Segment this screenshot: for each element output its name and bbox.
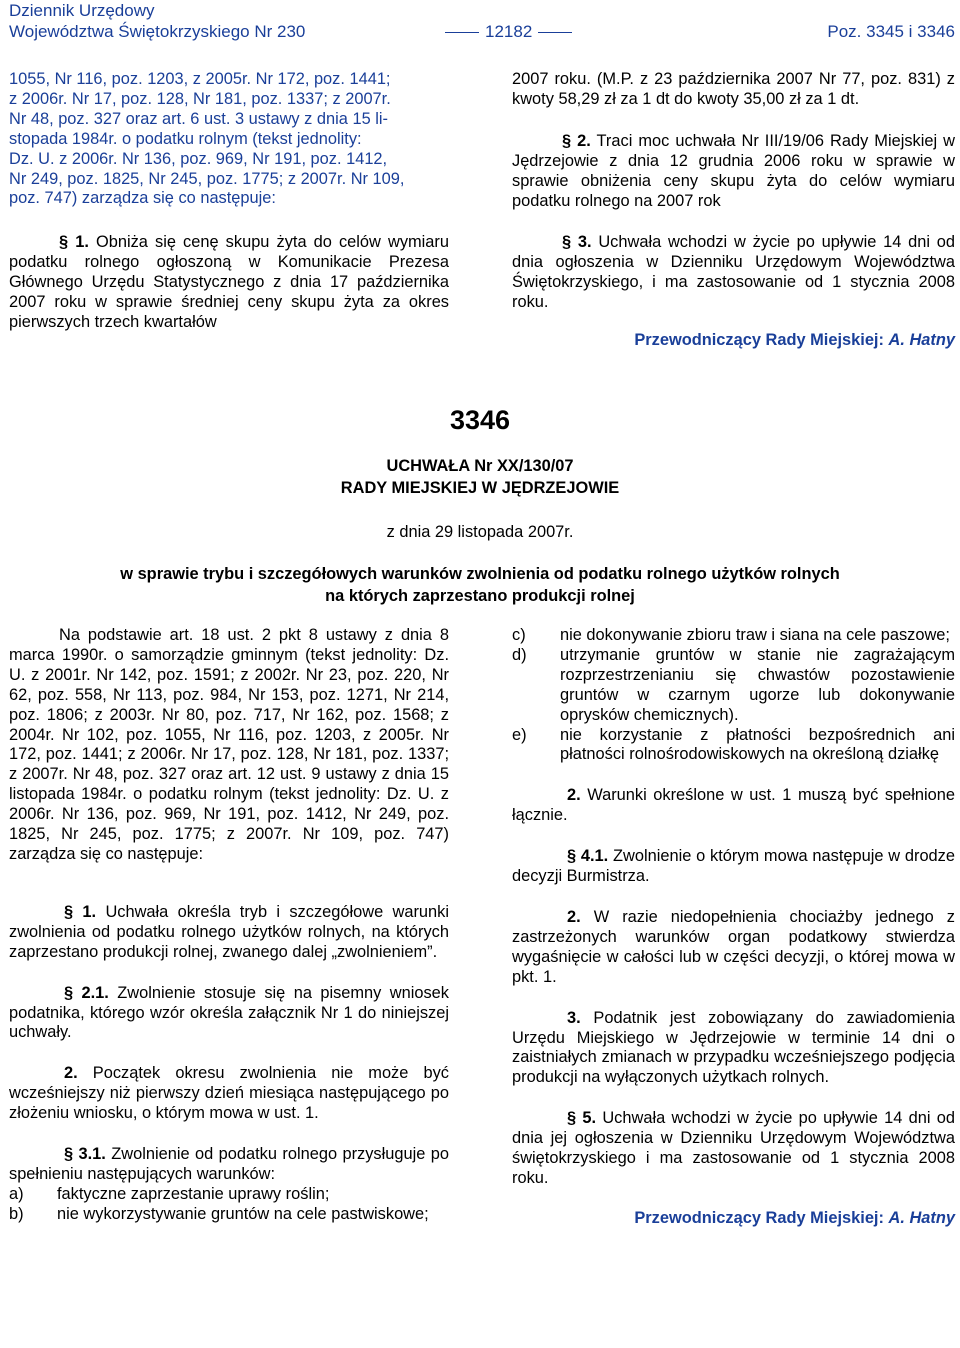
prev-basis-line: stopada 1984r. o podatku rolnym (tekst jednolity: [9,129,362,148]
section-mark: 2. [64,1064,78,1083]
paragraph-5 [512,1109,955,1189]
section-text: Obniża się cenę skupu żyta do celów wymiaru podatku rolnego ogłoszoną w Komunikacie Prezesa Głównego Urzędu Statystycznego z dnia 17 października 2007 roku w sprawie średniej ceny skupu żyta za okres pierwszych trzech kwartałów [9,233,449,331]
dash-left [445,32,479,33]
left-column [9,626,449,1225]
list-marker: e) [512,725,527,744]
section-mark: § 2.1. [64,983,109,1002]
list-text: utrzymanie gruntów w stanie nie zagrażającym rozprzestrzenianiu się chwastów pozostawienie gruntów w czarnym ugorze lub dokonywanie oprysków chemicznych). [560,645,955,724]
list-item [9,1205,449,1225]
list-text: nie dokonywanie zbioru traw i siana na cele paszowe; [560,626,950,644]
resolution-subject-1: w sprawie trybu i szczegółowych warunków zwolnienia od podatku rolnego użytków rolnych [120,565,840,583]
list-item [512,646,955,726]
section-text: W razie niedopełnienia chociażby jednego z zastrzeżonych warunków organ podatkowy stwierdza wygaśnięcie w całości lub w części decyzji, o której mowa w pkt. 1. [512,907,955,986]
prev-signature [512,331,955,351]
prev-basis-line: Dz. U. z 2006r. Nr 136, poz. 969, Nr 191, poz. 1412, [9,149,388,168]
list-text: faktyczne zaprzestanie uprawy roślin; [57,1184,330,1203]
section-mark: 2. [567,907,581,926]
list-marker: d) [512,645,527,664]
list-item [512,626,955,646]
section-mark: § 4.1. [567,847,609,866]
section-mark: § 3. [562,233,592,252]
paragraph-4-1 [512,847,955,887]
signature-name: A. Hatny [888,331,955,350]
section-mark: § 1. [64,902,97,921]
list-marker: b) [9,1204,24,1223]
prev-paragraph-2 [512,132,955,212]
paragraph-4-2 [512,908,955,988]
list-text: nie wykorzystywanie gruntów na cele pastwiskowe; [57,1204,429,1223]
paragraph-4-3 [512,1009,955,1089]
section-mark: § 3.1. [64,1145,106,1164]
voivodeship-label: Województwa Świętokrzyskiego Nr 230 [9,22,306,41]
section-text: Zwolnienie o którym mowa następuje w drodze decyzji Burmistrza. [512,847,955,886]
prev-paragraph-continued: 2007 roku. (M.P. z 23 października 2007 Nr 77, poz. 831) z kwoty 58,29 zł za 1 dt do kwoty 35,00 zł za 1 dt. [512,70,955,108]
section-mark: 2. [567,786,581,805]
section-text: Traci moc uchwała Nr III/19/06 Rady Miejskiej w Jędrzejowie z dnia 12 grudnia 2006 roku w sprawie w sprawie obniżenia ceny skupu żyta do celów wymiaru podatku rolnego na 2007 rok [512,131,956,210]
signature [512,1209,955,1229]
prev-right-column [512,70,955,351]
list-text: nie korzystanie z płatności bezpośrednich ani płatności rolnośrodowiskowych na określoną działkę [560,725,955,764]
section-text: Podatnik jest zobowiązany do zawiadomienia Urzędu Miejskiego w Jędrzejowie w terminie 14 dni o zaistniałych zmianach w przypadku wcześniejszego podjęcia produkcji na wyłączonych użytkach rolnych. [512,1008,955,1087]
section-text: Zwolnienie od podatku rolnego przysługuje po spełnieniu następujących warunków: [9,1145,449,1183]
signature-label: Przewodniczący Rady Miejskiej: [634,1208,884,1227]
paragraph-3-1 [9,1145,449,1185]
list-marker: c) [512,626,526,644]
journal-title: Dziennik Urzędowy [9,1,155,20]
resolution-subject-2: na których zaprzestano produkcji rolnej [325,587,635,605]
section-text: Uchwała wchodzi w życie po upływie 14 dni od dnia jej ogłoszenia w Dzienniku Urzędowym Województwa świętokrzyskiego i ma zastosowanie od 1 stycznia 2008 roku. [512,1109,955,1187]
right-column [512,626,955,1229]
section-text: Uchwała wchodzi w życie po upływie 14 dni od dnia ogłoszenia w Dzienniku Urzędowym Województwa Świętokrzyskiego, i ma zastosowanie od 1 stycznia 2008 roku. [512,233,955,312]
paragraph-1 [9,903,449,963]
prev-basis-line: 1055, Nr 116, poz. 1203, z 2005r. Nr 172, poz. 1441; [9,70,391,88]
resolution-title: UCHWAŁA Nr XX/130/07 [386,457,574,475]
prev-paragraph-1 [9,233,449,333]
prev-basis-line: Nr 48, poz. 327 oraz art. 6 ust. 3 ustawy z dnia 15 li- [9,109,388,128]
page-number [439,20,578,44]
paragraph-3-2 [512,786,955,826]
position-label: Poz. 3345 i 3346 [827,22,955,41]
page-number-value: 12182 [485,22,533,41]
list-marker: a) [9,1184,24,1203]
resolution-date: z dnia 29 listopada 2007r. [386,523,574,541]
prev-basis-line: z 2006r. Nr 17, poz. 128, Nr 181, poz. 1337; z 2007r. [9,89,391,108]
paragraph-2-2 [9,1064,449,1124]
section-text: Początek okresu zwolnienia nie może być wcześniejszy niż pierwszy dzień miesiąca następującego po złożeniu wniosku, o którym mowa w ust. 1. [9,1064,449,1123]
signature-label: Przewodniczący Rady Miejskiej: [634,331,884,350]
prev-basis-line: Nr 249, poz. 1825, Nr 245, poz. 1775; z 2007r. Nr 109, [9,169,405,188]
section-mark: § 5. [567,1109,597,1128]
council-title: RADY MIEJSKIEJ W JĘDRZEJOWIE [340,479,620,497]
header-line [9,20,955,44]
legal-basis: Na podstawie art. 18 ust. 2 pkt 8 ustawy z dnia 8 marca 1990r. o samorządzie gminnym (tekst jednolity: Dz. U. z 2001r. Nr 142, poz. 1591; z 2002r. Nr 23, poz. 220, Nr 62, poz. 558, Nr 113, poz. 984, Nr 153, poz. 1271, Nr 214, poz. 1806; z 2003r. Nr 80, poz. 717, Nr 162, poz. 1568; z 2004r. Nr 102, poz. 1055, Nr 116, poz. 1203, z 2005r. Nr 172, poz. 1441; z 2006r. Nr 17, poz. 128, Nr 181, poz. 1337; z 2007r. Nr 48, poz. 327 oraz art. 12 ust. 9 ustawy z dnia 15 listopada 1984r. o podatku rolnym (tekst jednolity: Dz. U. z 2006r. Nr 136, poz. 969, Nr 191, poz. 1412, Nr 249, poz. 1825, Nr 245, poz. 1775; z 2007r. Nr 109, poz. 747) zarządza się co następuje: [9,626,449,863]
section-mark: 3. [567,1008,581,1027]
prev-paragraph-3 [512,233,955,313]
prev-left-column [9,70,449,333]
section-text: Zwolnienie stosuje się na pisemny wniosek podatnika, którego wzór określa załącznik Nr 1 do niniejszej uchwały. [9,983,449,1042]
list-item [9,1185,449,1205]
prev-basis [9,70,449,209]
prev-basis-line: poz. 747) zarządza się co następuje: [9,189,276,208]
section-text: Warunki określone w ust. 1 muszą być spełnione łącznie. [512,786,955,825]
document-number: 3346 [449,405,511,435]
section-mark: § 2. [562,131,591,150]
section-text: Uchwała określa tryb i szczegółowe warunki zwolnienia od podatku rolnego użytków rolnych, na których zaprzestano produkcji rolnej, zwanego dalej „zwolnieniem”. [9,902,449,961]
list-item [512,726,955,766]
paragraph-2-1 [9,984,449,1044]
dash-right [538,32,572,33]
signature-name: A. Hatny [888,1208,955,1227]
section-mark: § 1. [59,233,89,252]
